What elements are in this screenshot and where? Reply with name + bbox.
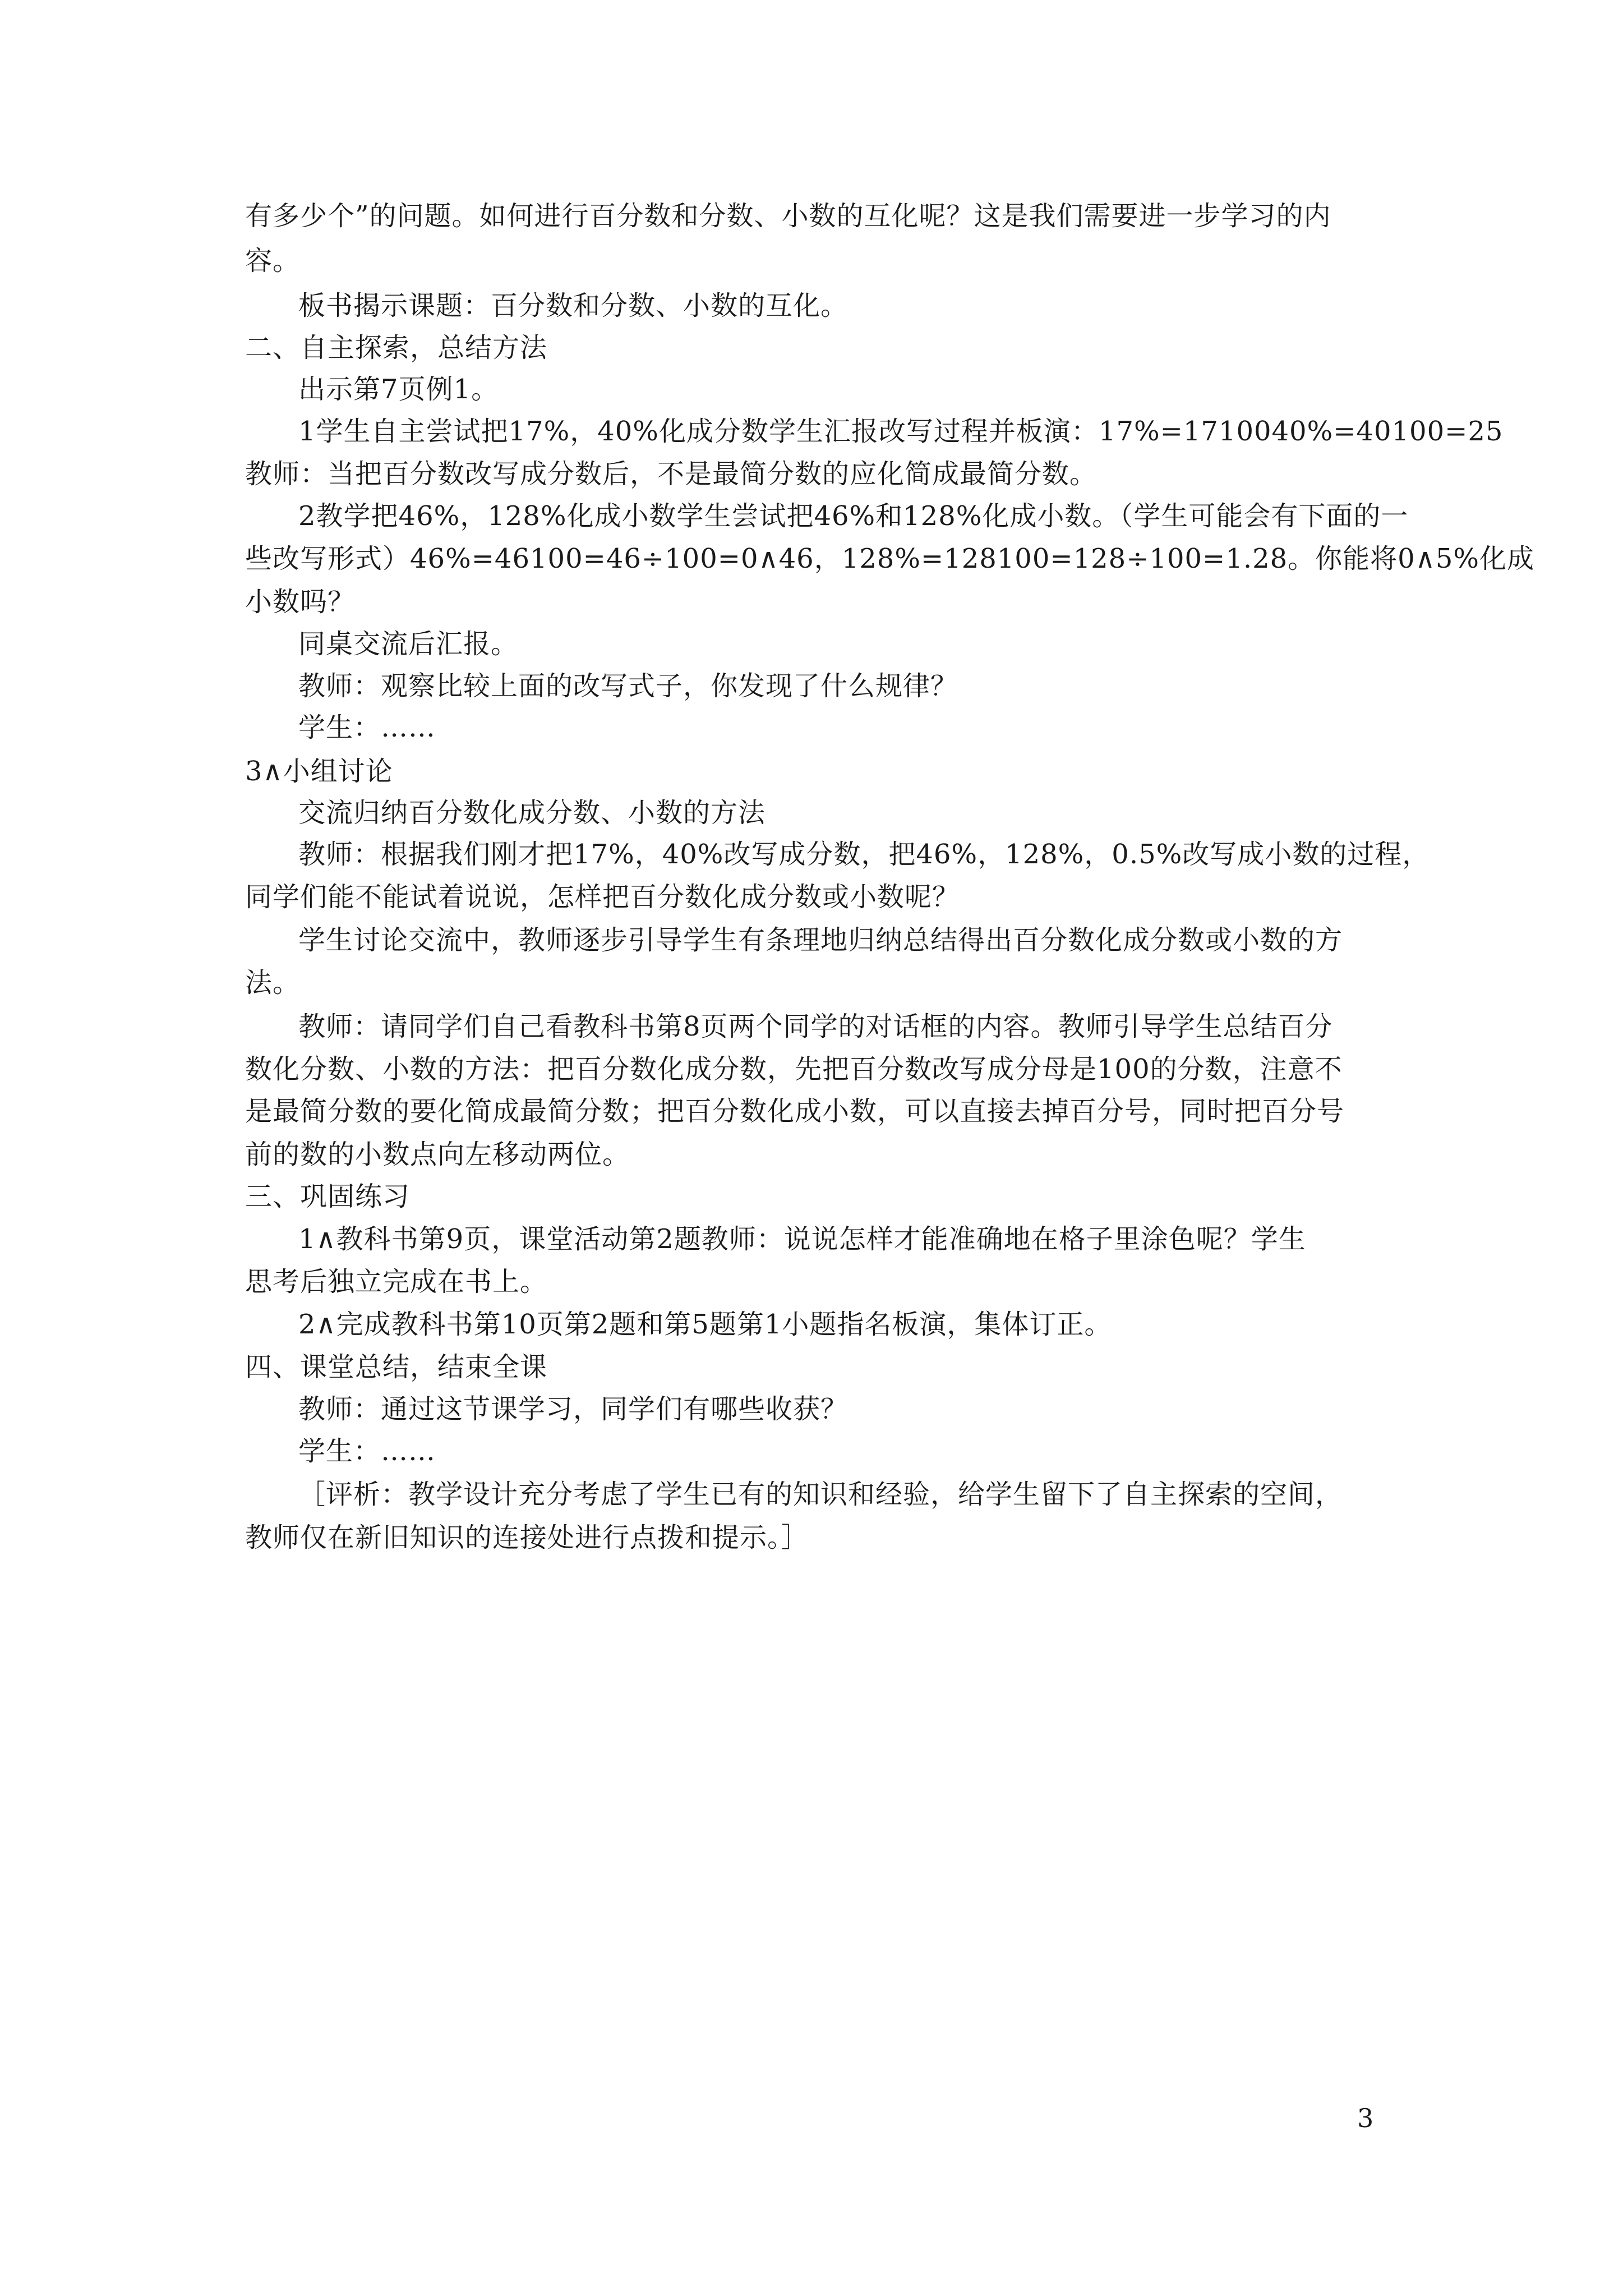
section-heading: 三、巩固练习 [245,1181,411,1212]
text-line: 教师：观察比较上面的改写式子，你发现了什么规律？ [298,670,958,702]
text-line: 教师仅在新旧知识的连接处进行点拨和提示。］ [245,1522,809,1553]
text-line: 些改写形式）46%=46100=46÷100=0∧46，128%=128100=128÷100=1.28。你能将0∧5%化成 [245,543,1534,574]
text-line: 教师：通过这节课学习，同学们有哪些收获？ [298,1393,849,1425]
text-line: 2教学把46%，128%化成小数学生尝试把46%和128%化成小数。（学生可能会有下面的一 [298,500,1409,532]
text-line: 1∧教科书第9页，课堂活动第2题教师：说说怎样才能准确地在格子里涂色呢？学生 [298,1223,1306,1255]
text-line: 有多少个”的问题。如何进行百分数和分数、小数的互化呢？这是我们需要进一步学习的内 [245,200,1331,232]
text-line: 数化分数、小数的方法：把百分数化成分数，先把百分数改写成分母是100的分数，注意不 [245,1053,1343,1085]
page-number: 3 [1357,2103,1374,2133]
text-line: 同学们能不能试着说说，怎样把百分数化成分数或小数呢？ [245,881,960,913]
text-line: ［评析：教学设计充分考虑了学生已有的知识和经验，给学生留下了自主探索的空间， [298,1479,1343,1510]
text-line: 交流归纳百分数化成分数、小数的方法 [298,797,766,829]
text-line: 学生讨论交流中，教师逐步引导学生有条理地归纳总结得出百分数化成分数或小数的方 [298,924,1343,956]
text-line: 容。 [245,245,301,277]
text-line: 2∧完成教科书第10页第2题和第5题第1小题指名板演，集体订正。 [298,1309,1112,1340]
section-heading: 二、自主探索，总结方法 [245,332,548,364]
text-line: 是最简分数的要化简成最简分数；把百分数化成小数，可以直接去掉百分号，同时把百分号 [245,1096,1345,1127]
text-line: 教师：根据我们刚才把17%，40%改写成分数，把46%，128%，0.5%改写成小数的过程， [298,839,1430,870]
text-line: 1学生自主尝试把17%，40%化成分数学生汇报改写过程并板演：17%=1710040%=40100=25 [298,416,1504,447]
text-line: 学生：…… [298,1435,436,1467]
text-line: 思考后独立完成在书上。 [245,1266,548,1297]
text-line: 教师：当把百分数改写成分数后，不是最简分数的应化简成最简分数。 [245,458,1098,490]
text-line: 板书揭示课题：百分数和分数、小数的互化。 [298,290,849,321]
text-line: 法。 [245,967,301,999]
text-line: 前的数的小数点向左移动两位。 [245,1139,630,1170]
text-line: 教师：请同学们自己看教科书第8页两个同学的对话框的内容。教师引导学生总结百分 [298,1011,1333,1042]
text-line: 出示第7页例1。 [298,374,499,405]
text-line: 同桌交流后汇报。 [298,628,519,660]
text-line: 学生：…… [298,712,436,743]
text-line: 小数吗？ [245,586,356,618]
text-line: 3∧小组讨论 [245,756,393,787]
section-heading: 四、课堂总结，结束全课 [245,1351,548,1383]
